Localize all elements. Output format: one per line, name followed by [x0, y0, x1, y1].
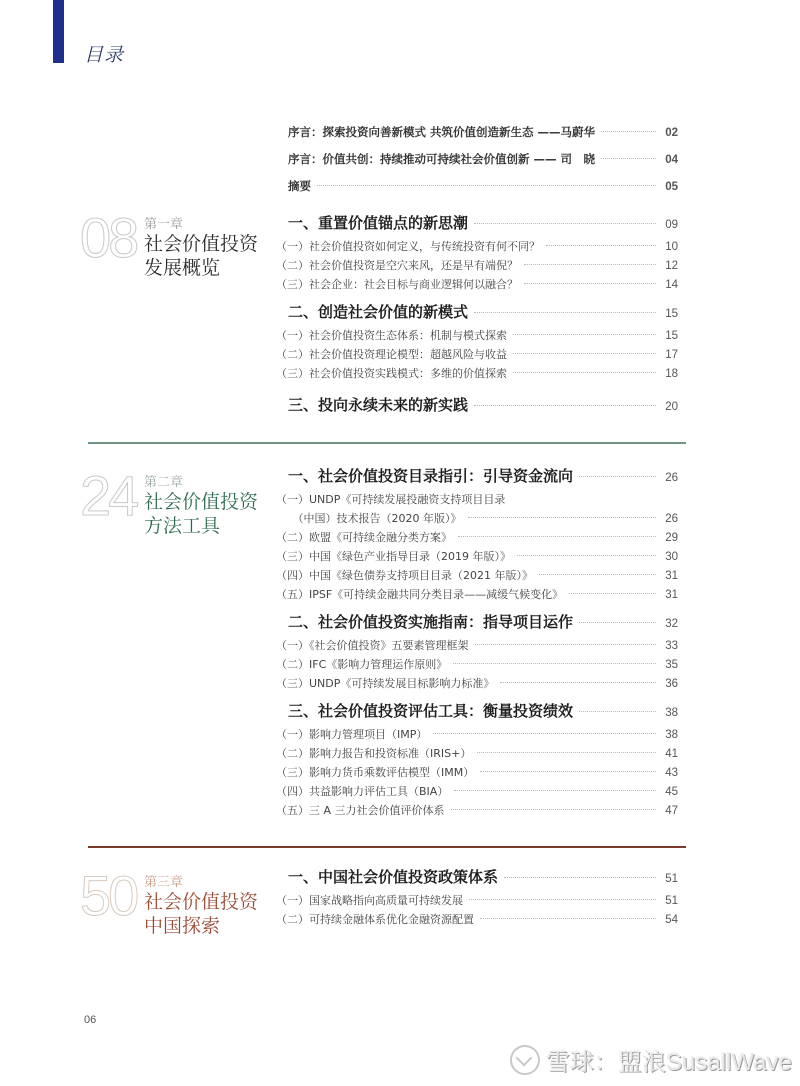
leader-dots [469, 899, 656, 900]
toc-entry[interactable] [276, 529, 678, 548]
leader-dots [468, 517, 657, 518]
snowball-logo-icon [510, 1045, 540, 1075]
section-title: 二、社会价值投资实施指南：指导项目运作 [288, 613, 574, 631]
page-title: 目录 [84, 44, 125, 66]
chapter-title-line-1: 社会价值投资 [144, 233, 259, 255]
leader-dots [474, 223, 656, 224]
toc-entry[interactable] [276, 892, 678, 911]
page-number-footer: 06 [84, 1014, 97, 1026]
leader-dots [517, 555, 656, 556]
page-number: 29 [665, 532, 678, 544]
chapter-title [144, 890, 284, 938]
leader-dots [458, 536, 656, 537]
entry-text: （四）共益影响力评估工具（BIA） [276, 785, 449, 798]
entry-text: （三）影响力货币乘数评估模型（IMM） [276, 766, 475, 779]
chapter-2-toc [276, 465, 678, 821]
toc-section[interactable] [288, 866, 678, 892]
toc-entry[interactable] [276, 586, 678, 605]
chapter-number: 08 [80, 206, 137, 269]
leader-dots [454, 790, 656, 791]
toc-entry[interactable] [276, 567, 678, 586]
page-number: 38 [665, 707, 678, 719]
chapter-label: 第二章 [144, 475, 184, 490]
section-title: 三、投向永续未来的新实践 [288, 396, 469, 414]
entry-text: （一）国家战略指向高质量可持续发展 [276, 894, 463, 907]
toc-entry[interactable] [276, 491, 678, 510]
entry-text: （三）UNDP《可持续发展目标影响力标准》 [276, 677, 495, 690]
chapter-title-line-1: 社会价值投资 [144, 891, 259, 913]
chapter-1-toc [276, 212, 678, 420]
leader-dots [579, 711, 656, 712]
toc-section[interactable] [288, 611, 678, 637]
leader-dots [453, 663, 656, 664]
leader-dots [513, 334, 656, 335]
chapter-label: 第三章 [144, 875, 184, 890]
leader-dots [504, 877, 656, 878]
toc-entry[interactable] [276, 346, 678, 365]
page-number: 47 [665, 805, 678, 817]
toc-entry[interactable] [276, 510, 678, 529]
leader-dots [579, 476, 656, 477]
toc-section[interactable] [288, 700, 678, 726]
chapter-title [144, 490, 284, 538]
entry-text: （一）UNDP《可持续发展投融资支持项目目录 [276, 493, 506, 506]
entry-text: （一）影响力管理项目（IMP） [276, 728, 428, 741]
entry-text: （五）三 A 三力社会价值评价体系 [276, 804, 445, 817]
section-title: 二、创造社会价值的新模式 [288, 303, 469, 321]
entry-text: （三）中国《绿色产业指导目录（2019 年版）》 [276, 550, 511, 563]
toc-section[interactable] [288, 212, 678, 238]
toc-entry[interactable] [276, 764, 678, 783]
leader-dots [477, 752, 656, 753]
accent-bar [53, 0, 64, 63]
chapter-title-line-2: 中国探索 [144, 915, 221, 937]
toc-entry[interactable] [276, 257, 678, 276]
page-number: 04 [665, 154, 678, 166]
section-title: 一、重置价值锚点的新思潮 [288, 214, 469, 232]
entry-text: （二）欧盟《可持续金融分类方案》 [276, 531, 452, 544]
entry-text: （五）IPSF《可持续金融共同分类目录——减缓气候变化》 [276, 588, 564, 601]
leader-dots [546, 245, 656, 246]
entry-text: （四）中国《绿色债券支持项目目录（2021 年版）》 [276, 569, 533, 582]
entry-text: 序言：价值共创：持续推动可持续社会价值创新 —— 司 晓 [288, 152, 596, 166]
page-number: 36 [665, 678, 678, 690]
toc-entry[interactable] [276, 637, 678, 656]
preface-list [288, 124, 678, 205]
toc-entry-abstract[interactable] [288, 178, 678, 205]
page-number: 31 [665, 589, 678, 601]
page-number: 05 [665, 181, 678, 193]
entry-text: （三）社会企业：社会目标与商业逻辑何以融合？ [276, 278, 518, 291]
entry-text: （一）社会价值投资生态体系：机制与模式探索 [276, 329, 507, 342]
page-number: 35 [665, 659, 678, 671]
toc-entry[interactable] [276, 675, 678, 694]
page-number: 32 [665, 618, 678, 630]
leader-dots [524, 283, 656, 284]
toc-entry[interactable] [276, 802, 678, 821]
entry-text: （一）《社会价值投资》五要素管理框架 [276, 639, 469, 652]
page-number: 26 [665, 513, 678, 525]
entry-text: （二）IFC《影响力管理运作原则》 [276, 658, 448, 671]
entry-text: （一）社会价值投资如何定义，与传统投资有何不同？ [276, 240, 540, 253]
toc-entry[interactable] [276, 783, 678, 802]
chapter-title-line-2: 发展概览 [144, 257, 221, 279]
chapter-label: 第一章 [144, 217, 184, 232]
leader-dots [317, 185, 656, 186]
leader-dots [474, 405, 656, 406]
chapter-title-line-2: 方法工具 [144, 515, 221, 537]
leader-dots [451, 809, 656, 810]
toc-section[interactable] [288, 465, 678, 491]
entry-text: 序言：探索投资向善新模式 共筑价值创造新生态 ——马蔚华 [288, 125, 596, 139]
leader-dots [524, 264, 656, 265]
page-number: 20 [665, 401, 678, 413]
toc-entry-preface-2[interactable] [288, 151, 678, 178]
leader-dots [513, 353, 656, 354]
toc-entry[interactable] [276, 327, 678, 346]
page-number: 10 [665, 241, 678, 253]
page-number: 18 [665, 368, 678, 380]
leader-dots [569, 593, 656, 594]
section-title: 一、社会价值投资目录指引：引导资金流向 [288, 467, 574, 485]
toc-entry[interactable] [276, 238, 678, 257]
watermark [510, 1042, 792, 1077]
page-number: 54 [665, 914, 678, 926]
leader-dots [513, 372, 656, 373]
leader-dots [539, 574, 656, 575]
page-number: 38 [665, 729, 678, 741]
chapter-number: 50 [80, 864, 137, 927]
toc-entry[interactable] [276, 745, 678, 764]
chapter-title [144, 232, 284, 280]
chapter-number: 24 [80, 464, 137, 527]
page-number: 51 [665, 873, 678, 885]
leader-dots [601, 131, 656, 132]
section-title: 一、中国社会价值投资政策体系 [288, 868, 499, 886]
toc-entry[interactable] [276, 911, 678, 930]
leader-dots [475, 644, 657, 645]
entry-text: （三）社会价值投资实践模式：多维的价值探索 [276, 367, 507, 380]
leader-dots [500, 682, 656, 683]
section-title: 三、社会价值投资评估工具：衡量投资绩效 [288, 702, 574, 720]
page-number: 02 [665, 127, 678, 139]
page-number: 15 [665, 330, 678, 342]
page-number: 45 [665, 786, 678, 798]
toc-entry[interactable] [276, 656, 678, 675]
watermark-text: 雪球：盟浪SusallWave [546, 1049, 792, 1076]
leader-dots [474, 312, 656, 313]
leader-dots [480, 918, 656, 919]
entry-text: （二）可持续金融体系优化金融资源配置 [276, 913, 474, 926]
leader-dots [601, 158, 656, 159]
page-number: 51 [665, 895, 678, 907]
entry-text: （二）社会价值投资理论模型：超越风险与收益 [276, 348, 507, 361]
leader-dots [433, 733, 656, 734]
chapter-divider [88, 846, 686, 848]
page-number: 31 [665, 570, 678, 582]
page-number: 30 [665, 551, 678, 563]
chapter-divider [88, 442, 686, 444]
toc-entry-preface-1[interactable] [288, 124, 678, 151]
leader-dots [579, 622, 656, 623]
page-number: 15 [665, 308, 678, 320]
leader-dots [480, 771, 656, 772]
page-number: 12 [665, 260, 678, 272]
entry-text: （二）影响力报告和投资标准（IRIS+） [276, 747, 472, 760]
toc-entry[interactable] [276, 365, 678, 384]
toc-entry[interactable] [276, 276, 678, 295]
entry-text: （二）社会价值投资是空穴来风，还是早有端倪？ [276, 259, 518, 272]
page-number: 09 [665, 219, 678, 231]
toc-section[interactable] [288, 394, 678, 420]
chapter-title-line-1: 社会价值投资 [144, 491, 259, 513]
toc-entry[interactable] [276, 726, 678, 745]
page-number: 26 [665, 472, 678, 484]
toc-section[interactable] [288, 301, 678, 327]
entry-text: 摘要 [288, 179, 311, 193]
page-number: 41 [665, 748, 678, 760]
page-number: 14 [665, 279, 678, 291]
chapter-3-toc [276, 866, 678, 930]
toc-entry[interactable] [276, 548, 678, 567]
page-number: 43 [665, 767, 678, 779]
page-number: 17 [665, 349, 678, 361]
page-number: 33 [665, 640, 678, 652]
entry-text: （中国）技术报告（2020 年版）》 [276, 512, 462, 525]
